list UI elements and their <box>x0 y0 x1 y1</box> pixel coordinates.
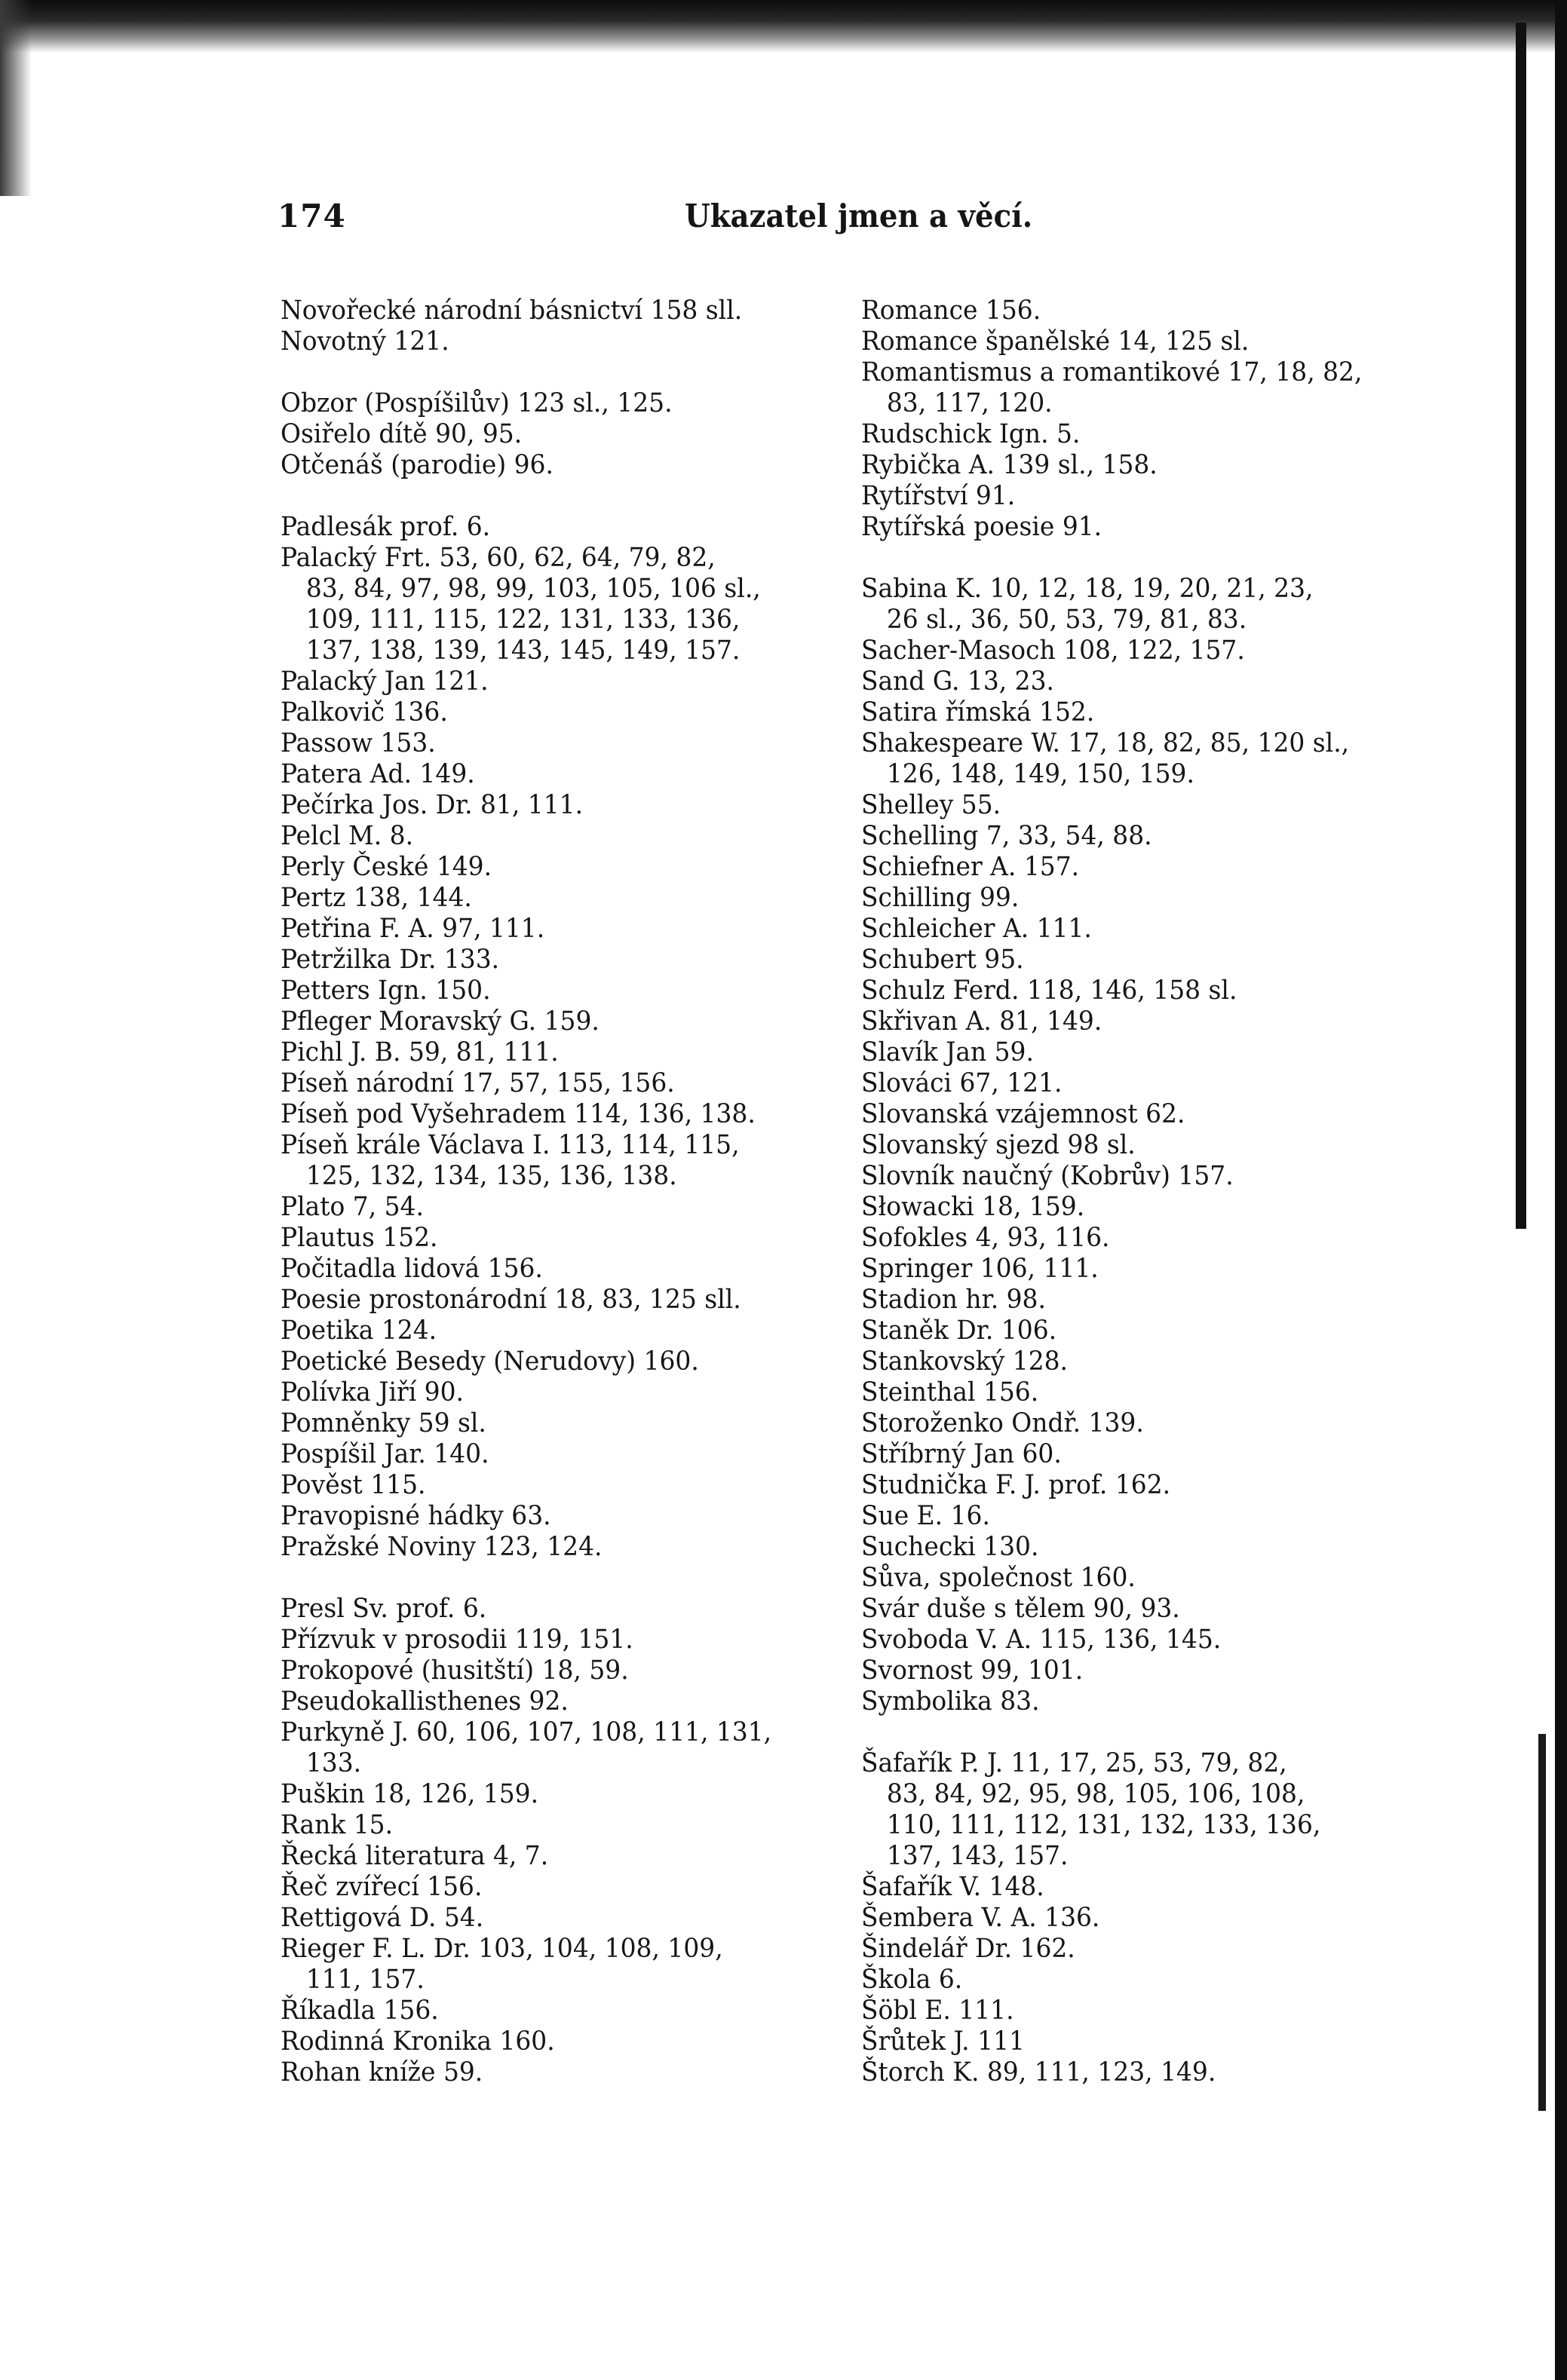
index-entry: Sůva, společnost 160. <box>861 1563 1136 1593</box>
index-entry: Palacký Jan 121. <box>281 666 489 697</box>
index-entry: Slováci 67, 121. <box>861 1068 1063 1098</box>
scan-edge-lower-right <box>1538 1734 1546 2111</box>
index-entry: Rytířská poesie 91. <box>861 512 1102 542</box>
index-entry: Šafařík P. J. 11, 17, 25, 53, 79, 82, <box>861 1748 1287 1778</box>
index-entry: Svornost 99, 101. <box>861 1656 1084 1686</box>
index-entry: Pelcl M. 8. <box>281 821 414 851</box>
index-entry-continuation: 83, 84, 92, 95, 98, 105, 106, 108, <box>886 1779 1305 1809</box>
index-entry: Passow 153. <box>281 728 436 758</box>
index-entry: Schelling 7, 33, 54, 88. <box>861 821 1152 851</box>
index-entry: Šindelář Dr. 162. <box>861 1934 1075 1964</box>
index-entry: Satira římská 152. <box>861 697 1095 727</box>
index-entry: Palacký Frt. 53, 60, 62, 64, 79, 82, <box>281 543 716 573</box>
index-entry: Pražské Noviny 123, 124. <box>281 1532 603 1562</box>
index-entry-continuation: 109, 111, 115, 122, 131, 133, 136, <box>305 605 741 635</box>
index-entry: Pfleger Moravský G. 159. <box>281 1006 600 1037</box>
index-entry: Pečírka Jos. Dr. 81, 111. <box>281 790 584 820</box>
page-number: 174 <box>278 198 346 234</box>
index-entry: Petters Ign. 150. <box>281 976 491 1006</box>
index-entry: Slovník naučný (Kobrův) 157. <box>861 1161 1234 1191</box>
index-entry: Rybička A. 139 sl., 158. <box>861 450 1158 480</box>
index-entry: Staněk Dr. 106. <box>861 1316 1057 1346</box>
index-entry: Schleicher A. 111. <box>861 914 1092 944</box>
index-entry: Sacher-Masoch 108, 122, 157. <box>861 636 1245 666</box>
index-entry: Píseň národní 17, 57, 155, 156. <box>281 1068 675 1098</box>
index-entry: Slovanská vzájemnost 62. <box>861 1099 1185 1129</box>
index-entry: Pomněnky 59 sl. <box>281 1408 486 1438</box>
index-entry: Patera Ad. 149. <box>281 759 475 789</box>
index-entry-continuation: 26 sl., 36, 50, 53, 79, 81, 83. <box>886 605 1247 635</box>
index-entry: Stankovský 128. <box>861 1346 1069 1377</box>
index-entry: Storoženko Ondř. 139. <box>861 1408 1144 1438</box>
index-entry: Píseň pod Vyšehradem 114, 136, 138. <box>281 1099 756 1129</box>
index-entry: Purkyně J. 60, 106, 107, 108, 111, 131, <box>281 1717 772 1747</box>
index-entry: Romance španělské 14, 125 sl. <box>861 326 1250 357</box>
index-entry: Šembera V. A. 136. <box>861 1903 1100 1933</box>
index-entry: Schilling 99. <box>861 883 1020 913</box>
index-entry-continuation: 83, 84, 97, 98, 99, 103, 105, 106 sl., <box>305 574 761 604</box>
index-entry: Slovanský sjezd 98 sl. <box>861 1130 1136 1160</box>
index-entry: Šrůtek J. 111 <box>861 2026 1025 2057</box>
index-entry: Skřivan A. 81, 149. <box>861 1006 1102 1037</box>
index-entry: Pseudokallisthenes 92. <box>281 1686 569 1717</box>
index-entry: Otčenáš (parodie) 96. <box>281 450 554 480</box>
index-entry: Pospíšil Jar. 140. <box>281 1439 489 1469</box>
index-entry-continuation: 137, 143, 157. <box>886 1841 1069 1871</box>
index-entry: Presl Sv. prof. 6. <box>281 1594 487 1624</box>
scan-shadow-top <box>0 0 1567 53</box>
index-entry: Sue E. 16. <box>861 1501 990 1531</box>
index-entry: Plato 7, 54. <box>281 1192 424 1222</box>
page-title: Ukazatel jmen a věcí. <box>685 198 1033 234</box>
index-entry: Pověst 115. <box>281 1470 426 1500</box>
index-entry: Rettigová D. 54. <box>281 1903 484 1933</box>
index-entry: Romantismus a romantikové 17, 18, 82, <box>861 357 1363 387</box>
index-entry-continuation: 125, 132, 134, 135, 136, 138. <box>305 1161 677 1191</box>
index-entry: Rodinná Kronika 160. <box>281 2026 555 2057</box>
index-entry-continuation: 133. <box>305 1748 362 1778</box>
index-entry-continuation: 126, 148, 149, 150, 159. <box>886 759 1194 789</box>
index-entry: Padlesák prof. 6. <box>281 512 491 542</box>
index-entry: Symbolika 83. <box>861 1686 1040 1717</box>
index-entry: Shakespeare W. 17, 18, 82, 85, 120 sl., <box>861 728 1350 758</box>
index-entry: Petřina F. A. 97, 111. <box>281 914 545 944</box>
index-entry: Slavík Jan 59. <box>861 1037 1034 1067</box>
index-entry: Poesie prostonárodní 18, 83, 125 sll. <box>281 1285 741 1315</box>
index-entry: Pertz 138, 144. <box>281 883 472 913</box>
index-entry: Řeč zvířecí 156. <box>281 1872 483 1902</box>
scan-shadow-left <box>0 0 32 196</box>
index-entry: Shelley 55. <box>861 790 1001 820</box>
index-entry: Perly České 149. <box>281 852 492 882</box>
index-entry: Sofokles 4, 93, 116. <box>861 1223 1110 1253</box>
scan-edge-far-right <box>1555 0 1567 2380</box>
index-entry: Sabina K. 10, 12, 18, 19, 20, 21, 23, <box>861 574 1314 604</box>
index-entry: Słowacki 18, 159. <box>861 1192 1085 1222</box>
index-entry: Svár duše s tělem 90, 93. <box>861 1594 1180 1624</box>
index-entry-continuation: 110, 111, 112, 131, 132, 133, 136, <box>886 1810 1321 1840</box>
index-entry: Obzor (Pospíšilův) 123 sl., 125. <box>281 388 673 418</box>
index-entry: Schulz Ferd. 118, 146, 158 sl. <box>861 976 1237 1006</box>
index-entry: Šafařík V. 148. <box>861 1872 1044 1902</box>
index-entry-continuation: 111, 157. <box>305 1965 425 1995</box>
index-entry: Schubert 95. <box>861 945 1024 975</box>
index-entry: Rudschick Ign. 5. <box>861 419 1081 449</box>
index-entry: Přízvuk v prosodii 119, 151. <box>281 1625 633 1655</box>
index-entry: Palkovič 136. <box>281 697 448 727</box>
index-column-left <box>281 296 854 2088</box>
index-entry: Osiřelo dítě 90, 95. <box>281 419 523 449</box>
index-entry: Rank 15. <box>281 1810 394 1840</box>
index-column-right <box>861 296 1434 2088</box>
index-entry: Štorch K. 89, 111, 123, 149. <box>861 2057 1216 2087</box>
index-entry: Suchecki 130. <box>861 1532 1039 1562</box>
index-entry: Škola 6. <box>861 1965 963 1995</box>
index-entry: Poetické Besedy (Nerudovy) 160. <box>281 1346 699 1377</box>
index-entry: Rytířství 91. <box>861 481 1016 511</box>
index-entry: Rohan kníže 59. <box>281 2057 483 2087</box>
index-entry: Novotný 121. <box>281 326 449 357</box>
index-entry: Šöbl E. 111. <box>861 1996 1014 2026</box>
index-entry: Springer 106, 111. <box>861 1254 1099 1284</box>
index-entry: Stříbrný Jan 60. <box>861 1439 1062 1469</box>
index-entry: Stadion hr. 98. <box>861 1285 1046 1315</box>
index-entry: Poetika 124. <box>281 1316 437 1346</box>
index-entry: Plautus 152. <box>281 1223 438 1253</box>
index-entry-continuation: 137, 138, 139, 143, 145, 149, 157. <box>305 636 741 666</box>
index-entry: Steinthal 156. <box>861 1377 1039 1407</box>
index-entry: Petržilka Dr. 133. <box>281 945 500 975</box>
index-entry: Svoboda V. A. 115, 136, 145. <box>861 1625 1222 1655</box>
index-entry: Prokopové (husitští) 18, 59. <box>281 1656 629 1686</box>
index-entry: Sand G. 13, 23. <box>861 666 1054 697</box>
index-entry: Rieger F. L. Dr. 103, 104, 108, 109, <box>281 1934 723 1964</box>
scan-edge-right <box>1516 23 1526 1229</box>
index-entry: Pichl J. B. 59, 81, 111. <box>281 1037 559 1067</box>
index-entry: Studnička F. J. prof. 162. <box>861 1470 1171 1500</box>
page-header <box>278 198 1033 243</box>
index-entry-continuation: 83, 117, 120. <box>886 388 1053 418</box>
index-entry: Polívka Jiří 90. <box>281 1377 465 1407</box>
index-entry: Puškin 18, 126, 159. <box>281 1779 539 1809</box>
index-entry: Pravopisné hádky 63. <box>281 1501 551 1531</box>
index-entry: Schiefner A. 157. <box>861 852 1080 882</box>
index-entry: Počitadla lidová 156. <box>281 1254 543 1284</box>
index-entry: Romance 156. <box>861 296 1041 326</box>
index-entry: Řecká literatura 4, 7. <box>281 1841 549 1871</box>
index-entry: Novořecké národní básnictví 158 sll. <box>281 296 743 326</box>
index-entry: Píseň krále Václava I. 113, 114, 115, <box>281 1130 740 1160</box>
index-entry: Říkadla 156. <box>281 1996 439 2026</box>
